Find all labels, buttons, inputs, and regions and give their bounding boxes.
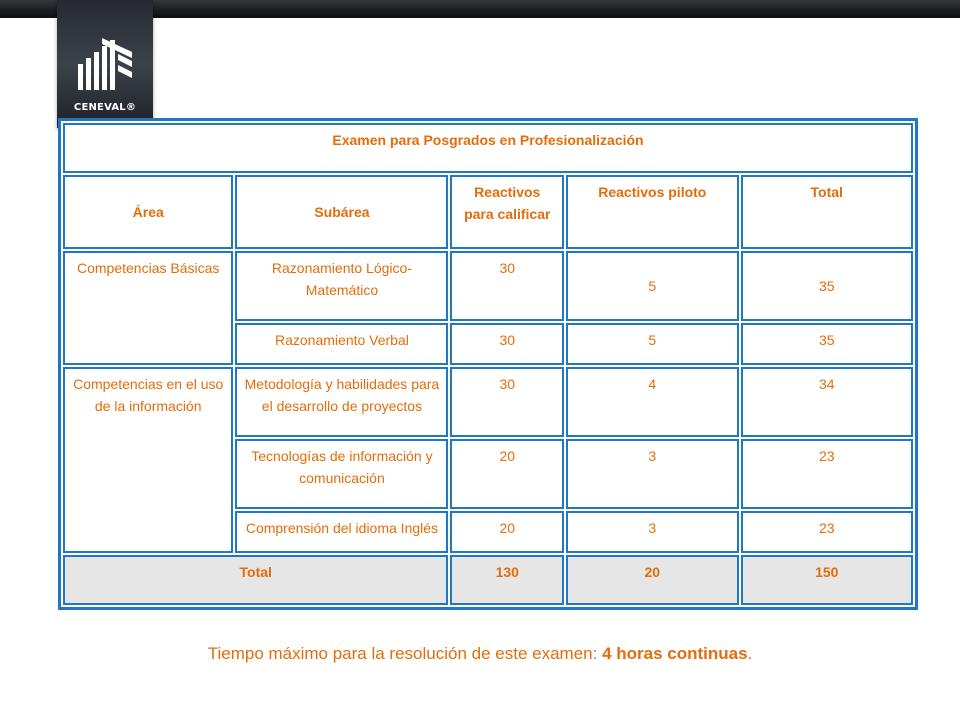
ceneval-logo-icon	[74, 34, 136, 96]
totals-piloto: 20	[566, 555, 738, 605]
calificar-cell: 20	[450, 439, 564, 509]
calificar-cell: 30	[450, 367, 564, 437]
total-cell: 35	[741, 251, 913, 321]
calificar-cell: 30	[450, 251, 564, 321]
area-cell: Competencias en el uso de la información	[63, 367, 233, 553]
total-cell: 23	[741, 439, 913, 509]
table-row	[63, 367, 913, 437]
totals-total: 150	[741, 555, 913, 605]
totals-row	[63, 555, 913, 605]
logo-tab	[57, 0, 153, 128]
piloto-cell: 5	[566, 251, 738, 321]
duration-end: .	[747, 644, 753, 663]
exam-table-container	[58, 118, 918, 610]
calificar-cell: 30	[450, 323, 564, 365]
piloto-cell: 4	[566, 367, 738, 437]
exam-table	[58, 118, 918, 610]
subarea-cell: Metodología y habilidades para el desarrollo de proyectos	[235, 367, 448, 437]
exam-duration-note	[0, 644, 960, 664]
header-reactivos-piloto: Reactivos piloto	[566, 175, 738, 249]
area-cell: Competencias Básicas	[63, 251, 233, 365]
duration-highlight: 4 horas continuas	[602, 644, 748, 663]
subarea-cell: Razonamiento Verbal	[235, 323, 448, 365]
header-reactivos-calificar: Reactivos para calificar	[450, 175, 564, 249]
header-subarea: Subárea	[235, 175, 448, 249]
header-total: Total	[741, 175, 913, 249]
totals-label: Total	[63, 555, 448, 605]
header-area: Área	[63, 175, 233, 249]
total-cell: 23	[741, 511, 913, 553]
duration-text: Tiempo máximo para la resolución de este examen:	[207, 644, 603, 663]
piloto-cell: 3	[566, 439, 738, 509]
table-row	[63, 251, 913, 321]
subarea-cell: Comprensión del idioma Inglés	[235, 511, 448, 553]
calificar-cell: 20	[450, 511, 564, 553]
logo-text: CENEVAL®	[73, 102, 137, 113]
subarea-cell: Razonamiento Lógico-Matemático	[235, 251, 448, 321]
totals-calificar: 130	[450, 555, 564, 605]
piloto-cell: 5	[566, 323, 738, 365]
total-cell: 34	[741, 367, 913, 437]
table-title: Examen para Posgrados en Profesionalización	[63, 123, 913, 173]
subarea-cell: Tecnologías de información y comunicación	[235, 439, 448, 509]
total-cell: 35	[741, 323, 913, 365]
piloto-cell: 3	[566, 511, 738, 553]
